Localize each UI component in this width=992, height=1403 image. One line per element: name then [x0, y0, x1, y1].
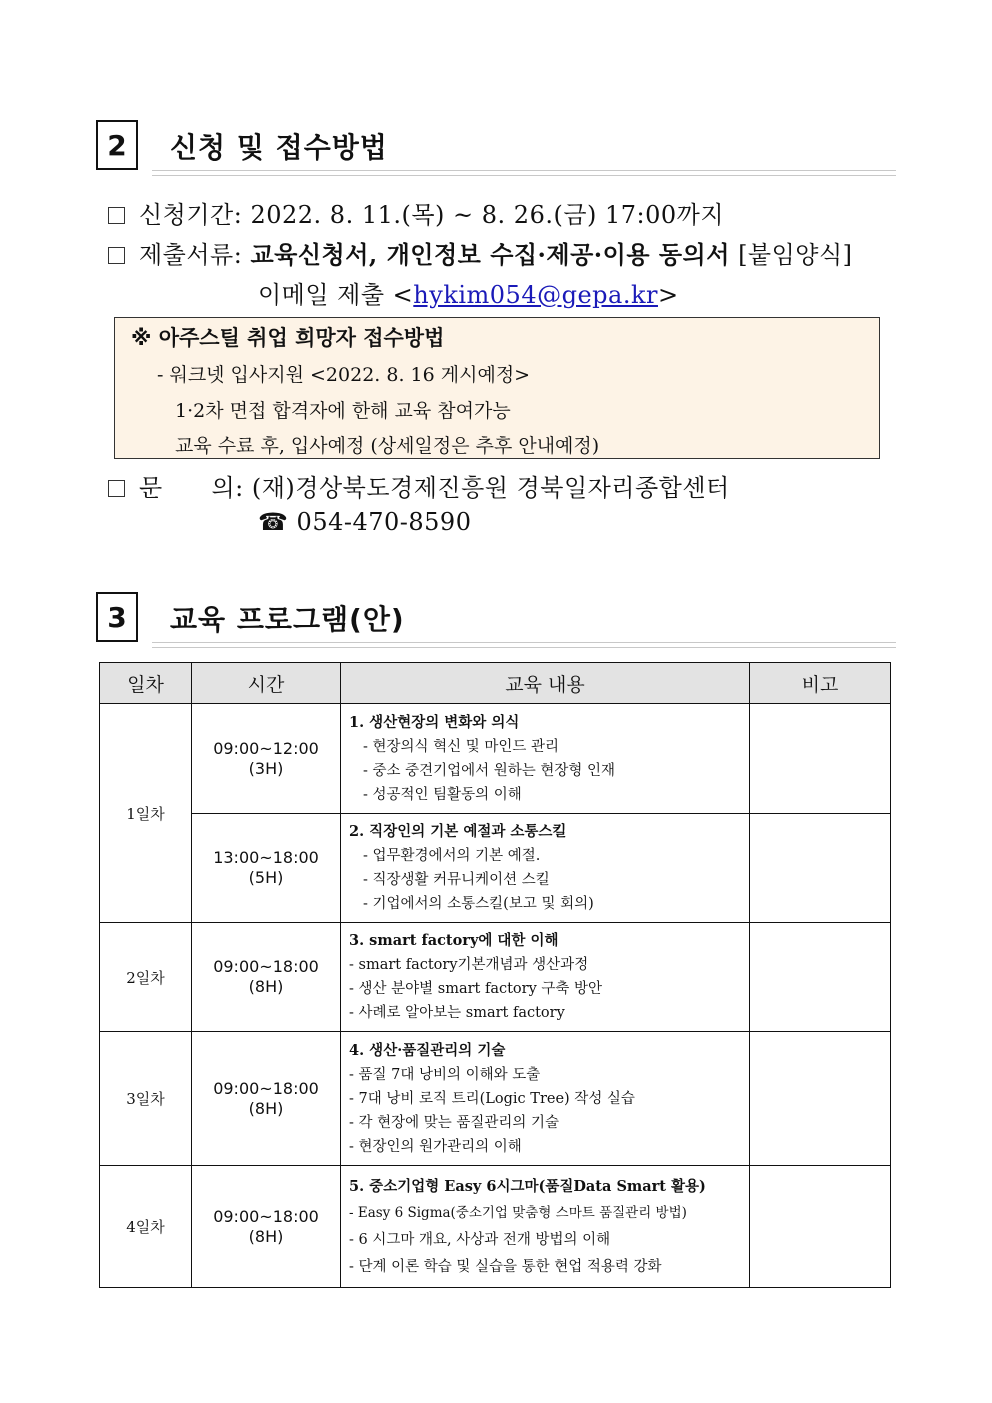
- header-note: 비고: [750, 663, 891, 704]
- content-title: 5. 중소기업형 Easy 6시그마(품질Data Smart 활용): [349, 1177, 706, 1195]
- notice-line-1: - 워크넷 입사지원 <2022. 8. 16 게시예정>: [157, 364, 531, 386]
- section-3-heading: [96, 592, 896, 648]
- note-cell: [750, 1166, 891, 1288]
- docs-attach: [붙임양식]: [738, 241, 853, 269]
- email-suffix: >: [657, 281, 679, 309]
- content-item: - 7대 낭비 로직 트리(Logic Tree) 작성 실습: [349, 1090, 635, 1107]
- content-item: - 성공적인 팀활동의 이해: [363, 786, 522, 803]
- time-range: 13:00~18:00: [213, 848, 319, 867]
- section-title: 교육 프로그램(안): [170, 603, 405, 636]
- inquiry-label: 문 의:: [139, 474, 244, 502]
- day-cell: 4일차: [100, 1166, 192, 1288]
- program-table: [99, 662, 891, 1288]
- docs-line: [108, 235, 853, 270]
- content-item: - 중소 중견기업에서 원하는 현장형 인재: [363, 762, 616, 779]
- content-title: 2. 직장인의 기본 예절과 소통스킬: [349, 823, 567, 840]
- time-cell: [192, 814, 341, 923]
- checkbox-icon: [108, 247, 125, 264]
- period-label: 신청기간:: [139, 201, 243, 229]
- header-day: 일차: [100, 663, 192, 704]
- email-prefix: 이메일 제출 <: [258, 281, 414, 309]
- time-hours: (8H): [248, 977, 284, 996]
- content-item: - 현장인의 원가관리의 이해: [349, 1138, 522, 1155]
- checkbox-icon: [108, 480, 125, 497]
- content-item: - 각 현장에 맞는 품질관리의 기술: [349, 1114, 560, 1131]
- time-range: 09:00~18:00: [213, 1206, 319, 1226]
- notice-line-2: 1·2차 면접 합격자에 한해 교육 참여가능: [175, 400, 511, 422]
- section-rule: [152, 642, 896, 648]
- period-value: 2022. 8. 11.(목) ~ 8. 26.(금) 17:00까지: [250, 201, 725, 229]
- table-header-row: [100, 663, 891, 704]
- checkbox-icon: [108, 207, 125, 224]
- content-cell: [341, 923, 750, 1032]
- time-cell: [192, 1166, 341, 1288]
- docs-bold: 교육신청서, 개인정보 수집·제공·이용 동의서: [250, 240, 730, 269]
- content-item: - 품질 7대 낭비의 이해와 도출: [349, 1066, 541, 1083]
- time-cell: [192, 704, 341, 814]
- period-line: [108, 195, 724, 230]
- section-number: 3: [96, 592, 138, 642]
- time-hours: (3H): [248, 758, 284, 778]
- notice-box: [114, 317, 880, 459]
- email-link[interactable]: hykim054@gepa.kr: [413, 281, 658, 309]
- content-item: - smart factory기본개념과 생산과정: [349, 957, 589, 973]
- table-row: [100, 923, 891, 1032]
- notice-heading: ※ 아주스틸 취업 희망자 접수방법: [131, 326, 445, 350]
- content-title: 4. 생산·품질관리의 기술: [349, 1041, 506, 1059]
- inquiry-line: [108, 468, 730, 503]
- note-cell: [750, 1032, 891, 1166]
- content-title: 3. smart factory에 대한 이해: [349, 932, 559, 949]
- phone-number: 054-470-8590: [296, 508, 472, 536]
- content-item: - Easy 6 Sigma(중소기업 맞춤형 스마트 품질관리 방법): [349, 1204, 687, 1221]
- time-range: 09:00~18:00: [213, 1078, 319, 1098]
- inquiry-value: (재)경상북도경제진흥원 경북일자리종합센터: [251, 474, 730, 502]
- table-row: [100, 1032, 891, 1166]
- time-range: 09:00~12:00: [213, 738, 319, 758]
- table-row: [100, 704, 891, 814]
- content-cell: [341, 1166, 750, 1288]
- time-hours: (5H): [248, 868, 284, 887]
- content-item: - 생산 분야별 smart factory 구축 방안: [349, 981, 603, 997]
- docs-label: 제출서류:: [139, 241, 243, 269]
- table-row: [100, 1166, 891, 1288]
- note-cell: [750, 814, 891, 923]
- note-cell: [750, 704, 891, 814]
- content-item: - 기업에서의 소통스킬(보고 및 회의): [363, 896, 594, 912]
- content-item: - 사례로 알아보는 smart factory: [349, 1005, 565, 1021]
- time-cell: [192, 923, 341, 1032]
- section-title: 신청 및 접수방법: [170, 131, 388, 164]
- time-hours: (8H): [248, 1098, 284, 1118]
- phone-line: [258, 508, 471, 536]
- content-item: - 단계 이론 학습 및 실습을 통한 현업 적용력 강화: [349, 1258, 662, 1275]
- content-cell: [341, 814, 750, 923]
- content-item: - 직장생활 커뮤니케이션 스킬: [363, 872, 550, 888]
- email-line: [258, 275, 679, 310]
- content-cell: [341, 704, 750, 814]
- time-hours: (8H): [248, 1226, 284, 1246]
- day-cell: 2일차: [100, 923, 192, 1032]
- content-title: 1. 생산현장의 변화와 의식: [349, 713, 520, 731]
- time-cell: [192, 1032, 341, 1166]
- phone-icon: ☎: [258, 508, 289, 536]
- day-cell: 1일차: [100, 704, 192, 923]
- section-rule: [152, 170, 896, 176]
- time-range: 09:00~18:00: [213, 957, 319, 976]
- day-cell: 3일차: [100, 1032, 192, 1166]
- section-number: 2: [96, 120, 138, 170]
- table-row: [100, 814, 891, 923]
- header-time: 시간: [192, 663, 341, 704]
- note-cell: [750, 923, 891, 1032]
- content-item: - 6 시그마 개요, 사상과 전개 방법의 이해: [349, 1231, 611, 1248]
- content-cell: [341, 1032, 750, 1166]
- section-2-heading: [96, 120, 896, 176]
- content-item: - 현장의식 혁신 및 마인드 관리: [363, 738, 560, 755]
- notice-line-3: 교육 수료 후, 입사예정 (상세일정은 추후 안내예정): [175, 435, 600, 457]
- header-content: 교육 내용: [341, 663, 750, 704]
- content-item: - 업무환경에서의 기본 예절.: [363, 848, 541, 864]
